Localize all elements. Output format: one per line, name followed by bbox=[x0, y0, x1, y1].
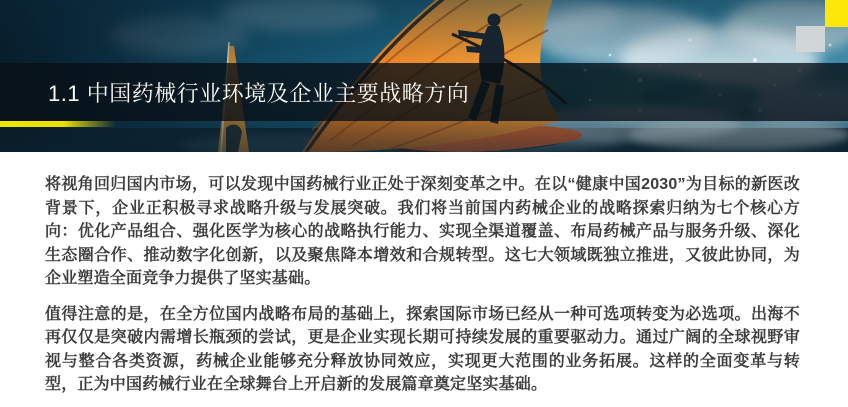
gray-corner-square bbox=[796, 26, 825, 52]
title-bar bbox=[0, 63, 848, 121]
page-title: 1.1 中国药械行业环境及企业主要战略方向 bbox=[48, 80, 470, 106]
yellow-corner-square bbox=[825, 0, 848, 27]
hero-banner bbox=[0, 0, 848, 152]
body-content bbox=[0, 152, 848, 407]
paragraph-domestic-strategy: 将视角回归国内市场，可以发现中国药械行业正处于深刻变革之中。在以“健康中国2030”为目标的新医改背景下，企业正积极寻求战略升级与发展突破。我们将当前国内药械企业的战略探索归纳为七个核心方向：优化产品组合、强化医学为核心的战略执行能力、实现全渠道覆盖、布局药械产品与服务升级、深化生态圈合作、推动数字化创新，以及聚焦降本增效和合规转型。这七大领域既独立推进，又彼此协同，为企业塑造全面竞争力提供了坚实基础。 bbox=[45, 176, 800, 287]
paragraph-global-expansion: 值得注意的是，在全方位国内战略布局的基础上，探索国际市场已经从一种可选项转变为必选项。出海不再仅仅是突破内需增长瓶颈的尝试，更是企业实现长期可持续发展的重要驱动力。通过广阔的全球视野审视与整合各类资源，药械企业能够充分释放协同效应，实现更大范围的业务拓展。这样的全面变革与转型，正为中国药械行业在全球舞台上开启新的发展篇章奠定坚实基础。 bbox=[45, 305, 800, 393]
yellow-accent-line bbox=[0, 121, 116, 127]
